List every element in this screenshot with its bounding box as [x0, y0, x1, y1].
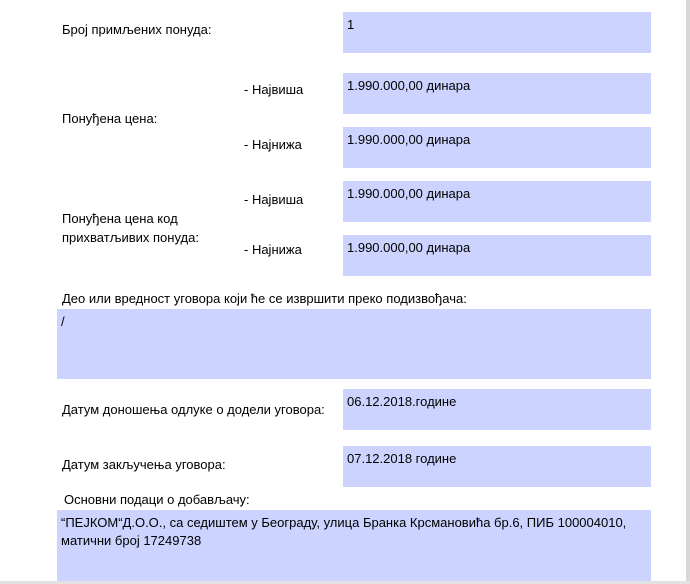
- contract-date-label: Датум закључења уговора:: [62, 457, 226, 472]
- offered-price-highest-label: - Највиша: [244, 82, 304, 97]
- offered-price-lowest-value: 1.990.000,00 динара: [347, 132, 471, 147]
- acceptable-price-lowest-label: - Најнижа: [244, 242, 302, 257]
- page-edge-right: [686, 0, 690, 584]
- offered-price-highest-field: [343, 73, 651, 114]
- acceptable-price-highest-field: [343, 181, 651, 222]
- subcontractor-value: /: [61, 314, 65, 329]
- offered-price-label: Понуђена цена:: [62, 111, 158, 126]
- acceptable-price-highest-value: 1.990.000,00 динара: [347, 186, 471, 201]
- decision-date-label: Датум доношења одлуке о додели уговора:: [62, 402, 325, 417]
- acceptable-price-highest-label: - Највиша: [244, 192, 304, 207]
- acceptable-price-label-line2: прихватљивих понуда:: [62, 230, 199, 245]
- contract-date-value: 07.12.2018 године: [347, 451, 457, 466]
- contract-date-field: [343, 446, 651, 487]
- offers-count-label: Број примљених понуда:: [62, 22, 212, 37]
- offered-price-lowest-label: - Најнижа: [244, 137, 302, 152]
- supplier-value-line2: матични број 17249738: [61, 533, 202, 548]
- supplier-value-line1: “ПЕЈКОМ“Д.О.О., са седиштем у Београду, улица Бранка Крсмановића бр.6, ПИБ 100004010,: [61, 515, 627, 530]
- acceptable-price-lowest-field: [343, 235, 651, 276]
- acceptable-price-lowest-value: 1.990.000,00 динара: [347, 240, 471, 255]
- decision-date-value: 06.12.2018.године: [347, 394, 457, 409]
- acceptable-price-label-line1: Понуђена цена код: [62, 211, 178, 226]
- subcontractor-label: Део или вредност уговора који ће се извршити преко подизвођача:: [62, 291, 467, 306]
- offers-count-field: [343, 12, 651, 53]
- offers-count-value: 1: [347, 17, 355, 32]
- supplier-label: Основни подаци о добављачу:: [64, 492, 250, 507]
- offered-price-highest-value: 1.990.000,00 динара: [347, 78, 471, 93]
- decision-date-field: [343, 389, 651, 430]
- offered-price-lowest-field: [343, 127, 651, 168]
- supplier-field: [57, 510, 651, 584]
- subcontractor-field: [57, 309, 651, 379]
